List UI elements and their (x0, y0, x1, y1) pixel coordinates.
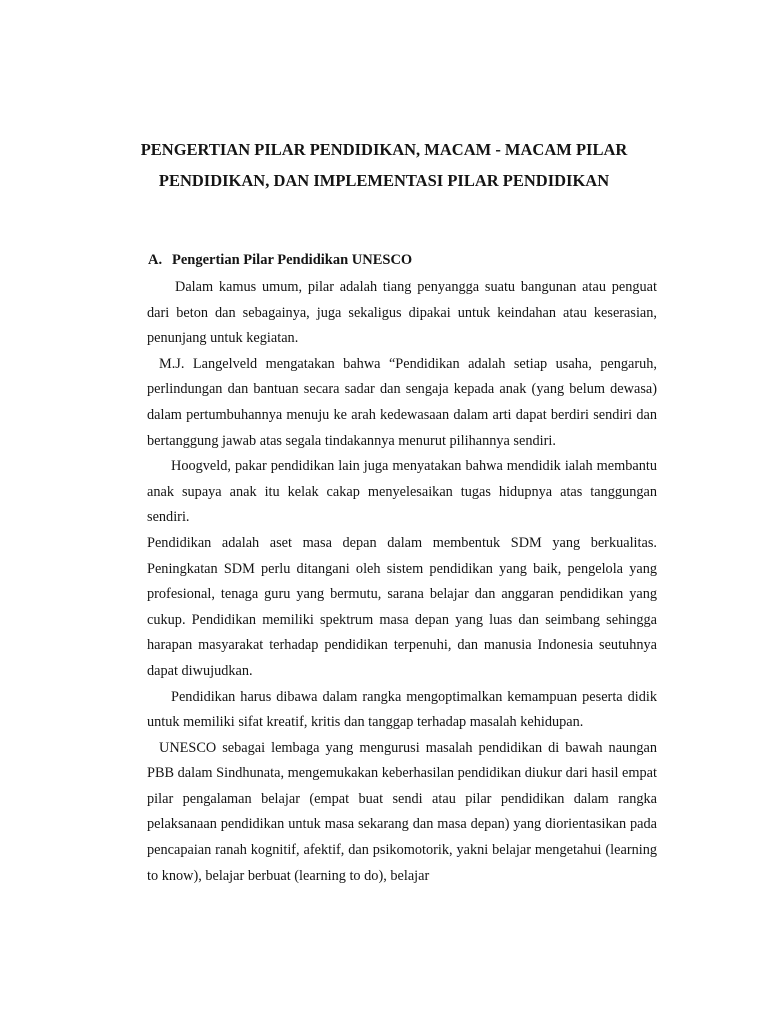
document-title (100, 134, 668, 196)
paragraph-3: Hoogveld, pakar pendidikan lain juga menyatakan bahwa mendidik ialah membantu anak supaya anak itu kelak cakap menyelesaikan tugas hidupnya atas tanggungan sendiri. (147, 458, 657, 526)
title-line-2: PENDIDIKAN, DAN IMPLEMENTASI PILAR PENDIDIKAN (158, 171, 610, 190)
paragraph-5: Pendidikan harus dibawa dalam rangka mengoptimalkan kemampuan peserta didik untuk memiliki sifat kreatif, kritis dan tanggap terhadap masalah kehidupan. (147, 688, 657, 731)
section-letter: A. (148, 252, 163, 268)
paragraph-1: Dalam kamus umum, pilar adalah tiang penyangga suatu bangunan atau penguat dari beton dan sebagainya, juga sekaligus dipakai untuk keindahan atau keserasian, penunjang untuk kegiatan. (147, 279, 657, 347)
section-heading (148, 250, 412, 270)
document-body (147, 275, 657, 889)
paragraph-6: UNESCO sebagai lembaga yang mengurusi masalah pendidikan di bawah naungan PBB dalam Sindhunata, mengemukakan keberhasilan pendidikan diukur dari hasil empat pilar pengalaman belajar (empat buat sendi atau pilar pendidikan dalam rangka pelaksanaan pendidikan untuk masa sekarang dan masa depan) yang diorientasikan pada pencapaian ranah kognitif, afektif, dan psikomotorik, yakni belajar mengetahui (learning to know), belajar berbuat (learning to do), belajar (147, 739, 657, 884)
title-line-1: PENGERTIAN PILAR PENDIDIKAN, MACAM - MACAM PILAR (140, 140, 628, 159)
paragraph-4: Pendidikan adalah aset masa depan dalam membentuk SDM yang berkualitas. Peningkatan SDM perlu ditangani oleh sistem pendidikan yang baik, pengelola yang profesional, tenaga guru yang bermutu, sarana belajar dan anggaran pendidikan yang cukup. Pendidikan memiliki spektrum masa depan yang luas dan seimbang sehingga harapan masyarakat terhadap pendidikan terpenuhi, dan manusia Indonesia seutuhnya dapat diwujudkan. (147, 534, 657, 679)
section-heading-text: Pengertian Pilar Pendidikan UNESCO (172, 252, 413, 268)
paragraph-2: M.J. Langelveld mengatakan bahwa “Pendidikan adalah setiap usaha, pengaruh, perlindungan dan bantuan secara sadar dan sengaja kepada anak (yang belum dewasa) dalam pertumbuhannya menuju ke arah kedewasaan dalam arti dapat berdiri sendiri dan bertanggung jawab atas segala tindakannya menurut pilihannya sendiri. (147, 355, 657, 449)
